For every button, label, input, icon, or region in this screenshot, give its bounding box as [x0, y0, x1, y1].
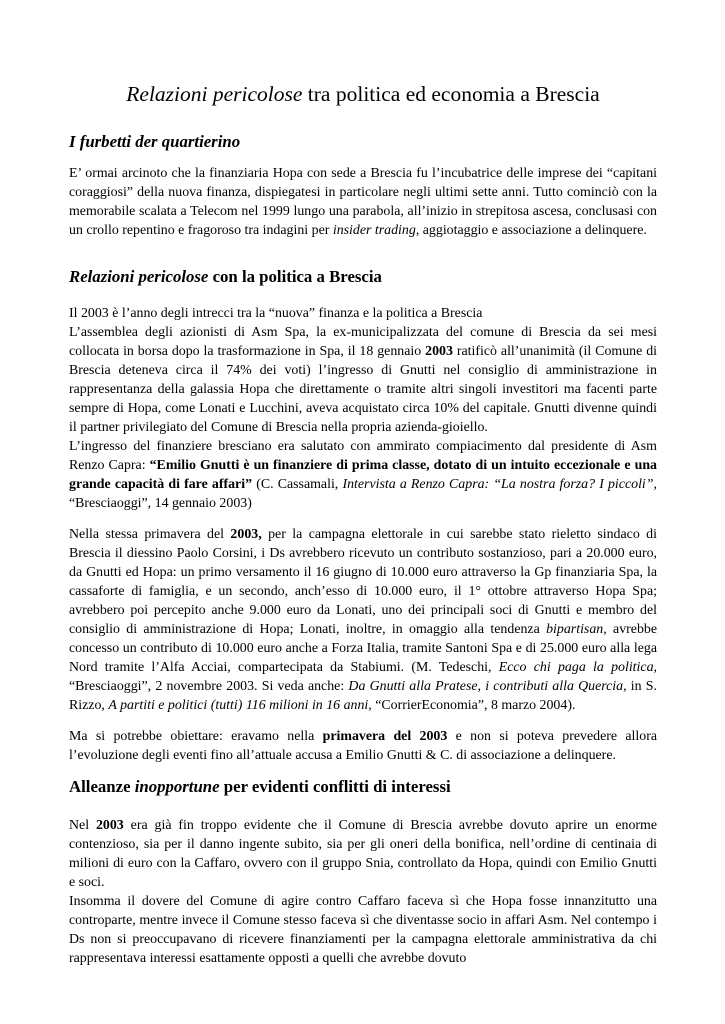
- section-heading-alleanze: Alleanze inopportune per evidenti conflitti di interessi: [69, 777, 451, 796]
- paragraph-capra-quote: L’ingresso del finanziere bresciano era salutato con ammirato compiacimento dal presidente di Asm Renzo Capra: “Emilio Gnutti è un finanziere di prima classe, dotato di un intuito eccezionale e una grande capacità di fare affari” (C. Cassamali, Intervista a Renzo Capra: “La nostra forza? I piccoli”, “Bresciaoggi”, 14 gennaio 2003): [69, 439, 657, 512]
- title-italic-part: Relazioni pericolose: [126, 82, 303, 106]
- paragraph-assemblea-asm: L’assemblea degli azionisti di Asm Spa, la ex-municipalizzata del comune di Brescia da sei mesi collocata in borsa dopo la trasformazione in Spa, il 18 gennaio 2003 ratificò all’unanimità (il Comune di Brescia deteneva circa il 74% dei voti) l’ingresso di Gnutti nel consiglio di amministrazione in rappresentanza della galassia Hopa che direttamente o tramite altri singoli investitori ma facenti parte sempre di Hopa, come Lonati e Lucchini, aveva acquistato circa 10% del capitale. Gnutti divenne quindi il partner privilegiato del Comune di Brescia nella propria azienda-gioiello.: [69, 325, 657, 436]
- section-heading-relazioni: Relazioni pericolose con la politica a Brescia: [69, 267, 382, 286]
- section-heading-furbetti: I furbetti der quartierino: [69, 132, 241, 151]
- title-rest: tra politica ed economia a Brescia: [302, 82, 600, 106]
- paragraph-campagna-elettorale: Nella stessa primavera del 2003, per la campagna elettorale in cui sarebbe stato rieletto sindaco di Brescia il diessino Paolo Corsini, i Ds avrebbero ricevuto un contributo sostanzioso, pari a 20.000 euro, da Gnutti ed Hopa: un primo versamento il 16 giugno di 10.000 euro attraverso la Gp finanziaria Spa, la cassaforte di famiglia, e un secondo, anch’esso di 10.000 euro, il 1° ottobre attraverso Hopa Spa; avrebbero poi percepito anche 9.000 euro da Lonati, uno dei principali soci di Gnutti e membro del consiglio di amministrazione di Hopa; Lonati, inoltre, in omaggio alla tendenza bipartisan, avrebbe concesso un contributo di 10.000 euro anche a Forza Italia, tramite Santoni Spa e di 25.000 euro alla lega Nord tramite l’Alfa Acciai, compartecipata da Stabiumi. (M. Tedeschi, Ecco chi paga la politica, “Bresciaoggi”, 2 novembre 2003. Si veda anche: Da Gnutti alla Pratese, i contributi alla Quercia, in S. Rizzo, A partiti e politici (tutti) 116 milioni in 16 anni, “CorrierEconomia”, 8 marzo 2004).: [69, 527, 658, 714]
- paragraph-hopa-intro: E’ ormai arcinoto che la finanziaria Hopa con sede a Brescia fu l’incubatrice delle imprese dei “capitani coraggiosi” della nuova finanza, dispiegatesi in particolare negli ultimi sette anni. Tutto cominciò con la memorabile scalata a Telecom nel 1999 lungo una parabola, all’inizio in strepitosa ascesa, conclusasi con un crollo repentino e fragoroso tra indagini per insider trading, aggiotaggio e associazione a delinquere.: [69, 166, 657, 239]
- document-title: [69, 80, 657, 108]
- paragraph-contenzioso-caffaro: Nel 2003 era già fin troppo evidente che il Comune di Brescia avrebbe dovuto aprire un enorme contenzioso, sia per il danno ingente subito, sia per gli oneri della bonifica, nell’ordine di centinaia di milioni di euro con la Caffaro, ovvero con il gruppo Snia, controllato da Hopa, quindi con Emilio Gnutti e soci.: [69, 818, 657, 891]
- paragraph-obiezione: Ma si potrebbe obiettare: eravamo nella primavera del 2003 e non si poteva prevedere allora l’evoluzione degli eventi fino all’attuale accusa a Emilio Gnutti & C. di associazione a delinquere.: [69, 729, 657, 764]
- paragraph-dovere-comune: Insomma il dovere del Comune di agire contro Caffaro faceva sì che Hopa fosse innanzitutto una controparte, mentre invece il Comune stesso faceva sì che diventasse socio in affari Asm. Nel contempo i Ds non si preoccupavano di ricevere finanziamenti per la campagna elettorale amministrativa da chi rappresentava interessi esattamente opposti a quelli che avrebbe dovuto: [69, 894, 657, 967]
- paragraph-2003-intrecci: Il 2003 è l’anno degli intrecci tra la “nuova” finanza e la politica a Brescia: [69, 306, 483, 321]
